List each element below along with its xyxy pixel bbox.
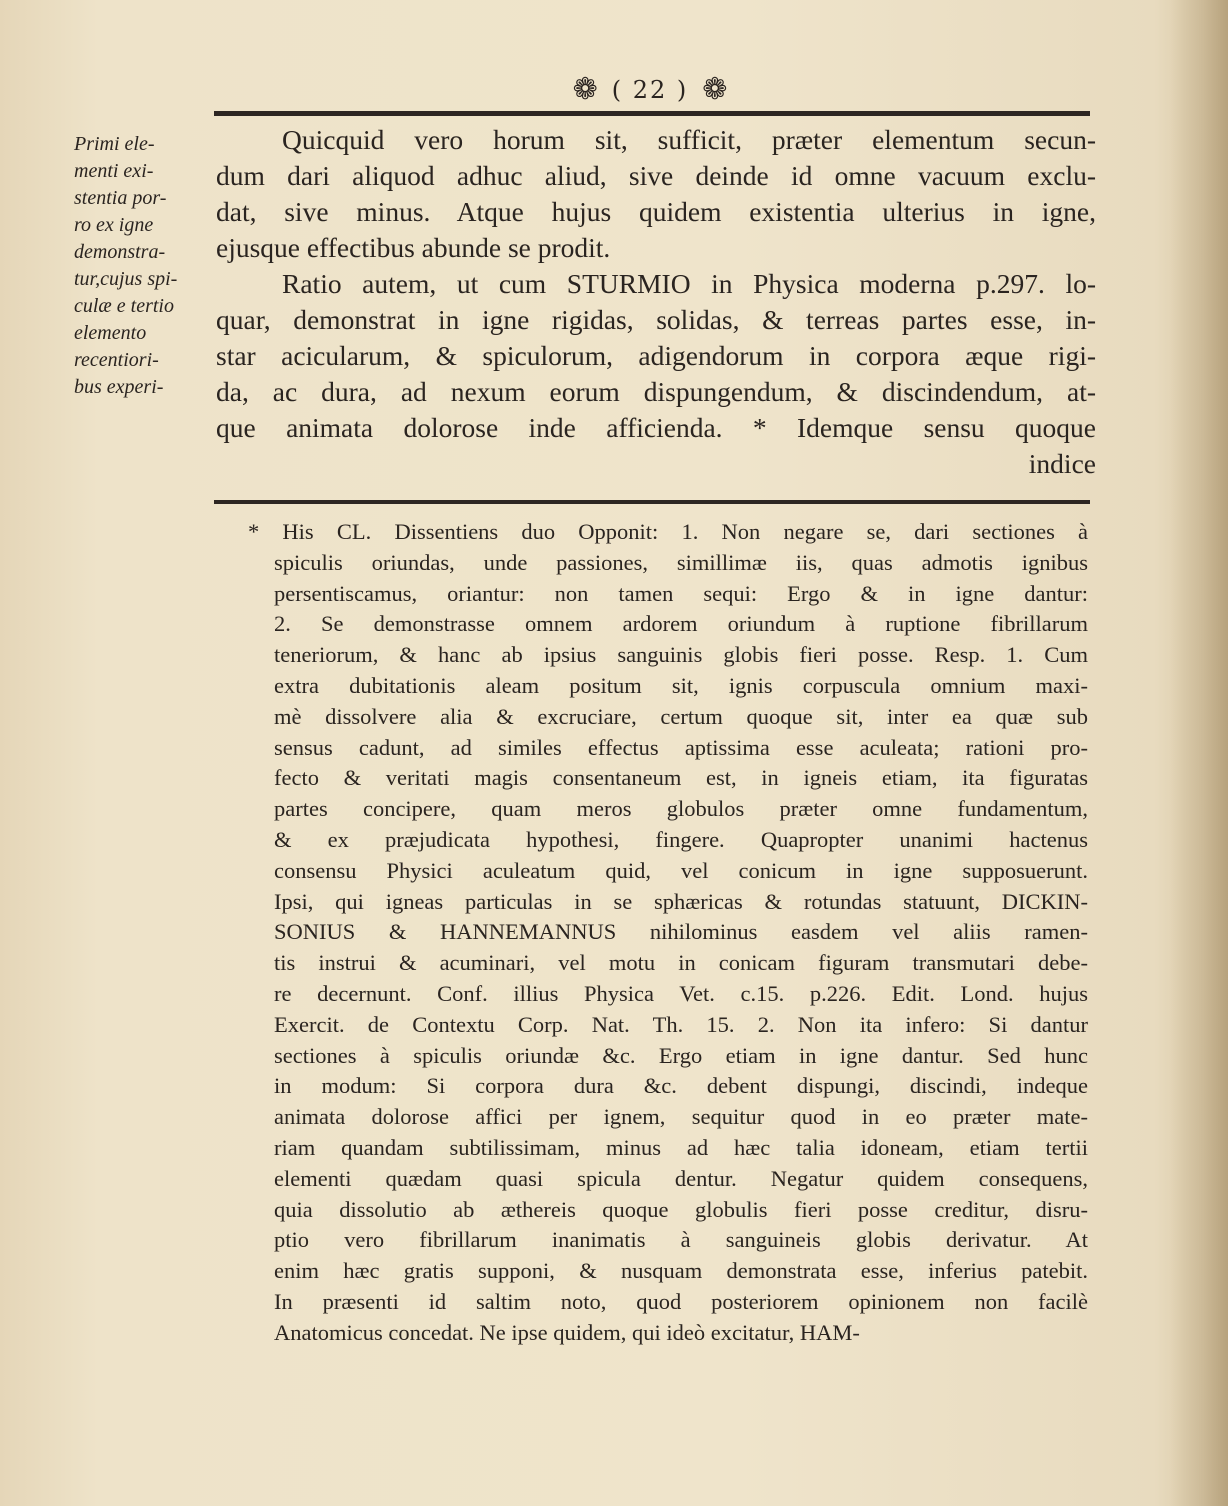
- footnote-line: sensus cadunt, ad similes effectus aptissima esse aculeata; rationi pro-: [274, 734, 1088, 760]
- margin-note: [74, 131, 210, 401]
- main-text-line: ejusque effectibus abunde se prodit.: [216, 232, 611, 263]
- margin-note-line: menti exi-: [74, 160, 154, 182]
- margin-note-line: stentia por-: [74, 187, 167, 209]
- footnote-line: In præsenti id saltim noto, quod posteriorem opinionem non facilè: [274, 1288, 1088, 1314]
- page-number: ( 22 ): [611, 76, 689, 104]
- footnote-line: sectiones à spiculis oriundæ &c. Ergo etiam in igne dantur. Sed hunc: [274, 1042, 1088, 1068]
- footnote-line: Ipsi, qui igneas particulas in se sphæricas & rotundas statuunt, DICKIN-: [274, 888, 1088, 914]
- margin-note-line: bus experi-: [74, 376, 164, 398]
- footnote-line: consensu Physici aculeatum quid, vel conicum in igne supposuerunt.: [274, 857, 1088, 883]
- margin-note-line: elemento: [74, 322, 147, 344]
- footnote-line: & ex præjudicata hypothesi, fingere. Quapropter unanimi hactenus: [274, 826, 1088, 852]
- footnote-rule: [214, 500, 1090, 504]
- main-text-line: Quicquid vero horum sit, sufficit, præter elementum secun-: [282, 124, 1096, 155]
- footnote-line: fecto & veritati magis consentaneum est, in igneis etiam, ita figuratas: [274, 765, 1088, 791]
- footnote: [248, 517, 1088, 1349]
- margin-note-line: Primi ele-: [74, 133, 155, 155]
- footnote-line: teneriorum, & hanc ab ipsius sanguinis globis fieri posse. Resp. 1. Cum: [274, 642, 1088, 668]
- footnote-line: persentiscamus, oriantur: non tamen sequi: Ergo & in igne dantur:: [274, 580, 1088, 606]
- footnote-line: re decernunt. Conf. illius Physica Vet. c.15. p.226. Edit. Lond. hujus: [274, 980, 1088, 1006]
- footnote-line: tis instrui & acuminari, vel motu in conicam figuram transmutari debe-: [274, 950, 1088, 976]
- main-text-line: dum dari aliquod adhuc aliud, sive deinde id omne vacuum exclu-: [216, 160, 1096, 191]
- footnote-line: 2. Se demonstrasse omnem ardorem oriundum à ruptione fibrillarum: [274, 611, 1088, 637]
- main-text-line: star acicularum, & spiculorum, adigendorum in corpora æque rigi-: [216, 340, 1096, 371]
- flower-ornament-icon: ❁: [572, 72, 598, 107]
- footnote-line: SONIUS & HANNEMANNUS nihilominus easdem vel aliis ramen-: [274, 919, 1088, 945]
- footnote-line: partes concipere, quam meros globulos præter omne fundamentum,: [274, 796, 1088, 822]
- header-rule: [214, 111, 1090, 116]
- flower-ornament-icon: ❁: [702, 72, 728, 107]
- main-text-line: que animata dolorose inde afficienda. * Idemque sensu quoque: [216, 412, 1096, 443]
- footnote-line: quia dissolutio ab æthereis quoque globulis fieri posse creditur, disru-: [274, 1196, 1088, 1222]
- footnote-line: Exercit. de Contextu Corp. Nat. Th. 15. 2. Non ita infero: Si dantur: [274, 1011, 1088, 1037]
- main-text-line: dat, sive minus. Atque hujus quidem existentia ulterius in igne,: [216, 196, 1096, 227]
- footnote-line: in modum: Si corpora dura &c. debent dispungi, discindi, indeque: [274, 1073, 1088, 1099]
- footnote-line: Anatomicus concedat. Ne ipse quidem, qui ideò excitatur, HAM-: [274, 1319, 860, 1345]
- page-header: [520, 70, 780, 110]
- catchword: indice: [1028, 448, 1096, 479]
- footnote-line: elementi quædam quasi spicula dentur. Negatur quidem consequens,: [274, 1165, 1088, 1191]
- footnote-line: mè dissolvere alia & excruciare, certum quoque sit, inter ea quæ sub: [274, 703, 1088, 729]
- footnote-line: animata dolorose affici per ignem, sequitur quod in eo præter mate-: [274, 1104, 1088, 1130]
- margin-note-line: recentiori-: [74, 349, 159, 371]
- footnote-line: extra dubitationis aleam positum sit, ignis corpuscula omnium maxi-: [274, 672, 1088, 698]
- main-text: [216, 122, 1096, 482]
- margin-note-line: demonstra-: [74, 241, 166, 263]
- main-text-line: da, ac dura, ad nexum eorum dispungendum, & discindendum, at-: [216, 376, 1096, 407]
- margin-note-line: ro ex igne: [74, 214, 154, 236]
- footnote-line: ptio vero fibrillarum inanimatis à sanguineis globis derivatur. At: [274, 1227, 1088, 1253]
- main-text-line: quar, demonstrat in igne rigidas, solidas, & terreas partes esse, in-: [216, 304, 1096, 335]
- footnote-line: * His CL. Dissentiens duo Opponit: 1. Non negare se, dari sectiones à: [248, 519, 1088, 544]
- page-edge-shadow: [1170, 0, 1228, 1506]
- footnote-line: riam quandam subtilissimam, minus ad hæc talia idoneam, etiam tertii: [274, 1134, 1088, 1160]
- main-text-line: Ratio autem, ut cum STURMIO in Physica moderna p.297. lo-: [282, 268, 1096, 299]
- margin-note-line: culæ e tertio: [74, 295, 174, 317]
- margin-note-line: tur,cujus spi-: [74, 268, 178, 290]
- footnote-line: spiculis oriundas, unde passiones, simillimæ iis, quas admotis ignibus: [274, 549, 1088, 575]
- footnote-line: enim hæc gratis supponi, & nusquam demonstrata esse, inferius patebit.: [274, 1258, 1088, 1284]
